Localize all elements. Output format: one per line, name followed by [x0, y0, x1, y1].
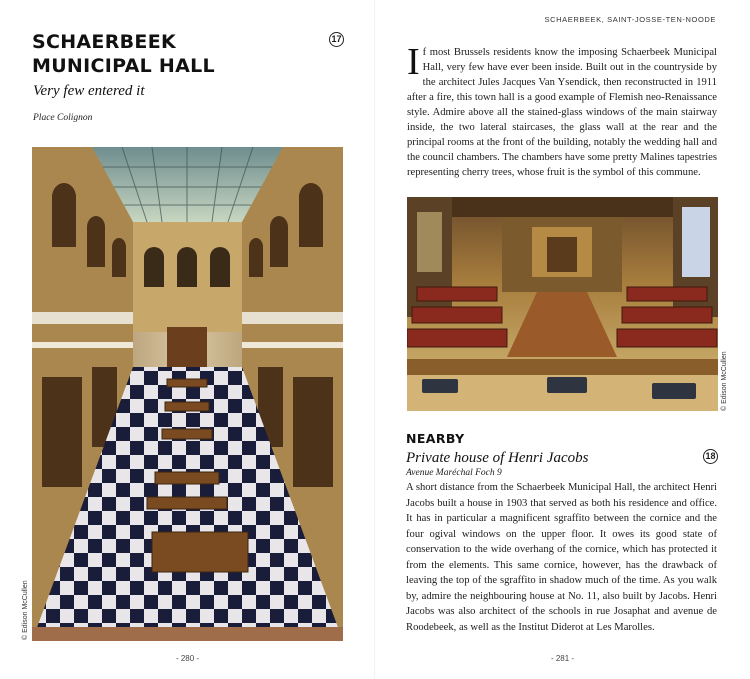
- nearby-location: Avenue Maréchal Foch 9: [406, 468, 502, 478]
- nearby-heading: NEARBY: [406, 431, 465, 446]
- nearby-paragraph: A short distance from the Schaerbeek Municipal Hall, the architect Henri Jacobs built a house in 1903 that served as both his residence and office. It has in particular a magnificent sgraffito between the cornice and the four ogival windows on the upper floor. It owes its good state of conservation to the wide overhang of the cornice, which has protected it from the elements. This same cornice, however, has the drawback of leaving the top of the sgraffito in shadow much of the time. As you walk by, admire the neighbouring house at No. 11, also built by Jacobs. Henri Jacobs was also architect of the schools in rue Josaphat and avenue de Roodebeek, as well as the Institut Diderot at Les Marolles.: [406, 482, 717, 633]
- page-title: [32, 30, 312, 78]
- nearby-title: Private house of Henri Jacobs: [406, 450, 589, 466]
- entry-number-badge: 17: [329, 32, 344, 47]
- main-paragraph: [407, 41, 717, 180]
- entry-number-badge-18: 18: [703, 449, 718, 464]
- running-head: SCHAERBEEK, SAINT-JOSSE-TEN-NOODE: [544, 15, 716, 24]
- location-label: Place Colignon: [33, 113, 93, 123]
- town-hall-interior-photo: [32, 147, 343, 641]
- photo-credit-2: © Edison McCullen: [721, 351, 728, 411]
- council-chamber-photo: [407, 197, 718, 411]
- photo-credit: © Edison McCullen: [22, 580, 29, 640]
- page-subtitle: Very few entered it: [33, 83, 145, 99]
- page-number: - 280 -: [175, 654, 200, 663]
- title-line-2: MUNICIPAL HALL: [32, 55, 215, 77]
- page-number-right: - 281 -: [550, 654, 575, 663]
- main-paragraph-text: f most Brussels residents know the imposing Schaerbeek Municipal Hall, very few have ever been inside. Built out in the countryside by the architect Jules Jacques Van Ysendick, then reconstructed in 1911 after a fire, this town hall is a good example of Flemish neo-Renaissance style. Admire above all the stained-glass windows of the main stairway inside, the two lateral staircases, the glass wall at the rear and the principal rooms at the front of the building, notably the wedding hall and the council chambers. The chambers have some pretty Malines tapestries representing cherry trees, whose fruit is the symbol of this commune.: [407, 47, 717, 178]
- title-line-1: SCHAERBEEK: [32, 31, 177, 53]
- drop-cap: I: [407, 41, 420, 83]
